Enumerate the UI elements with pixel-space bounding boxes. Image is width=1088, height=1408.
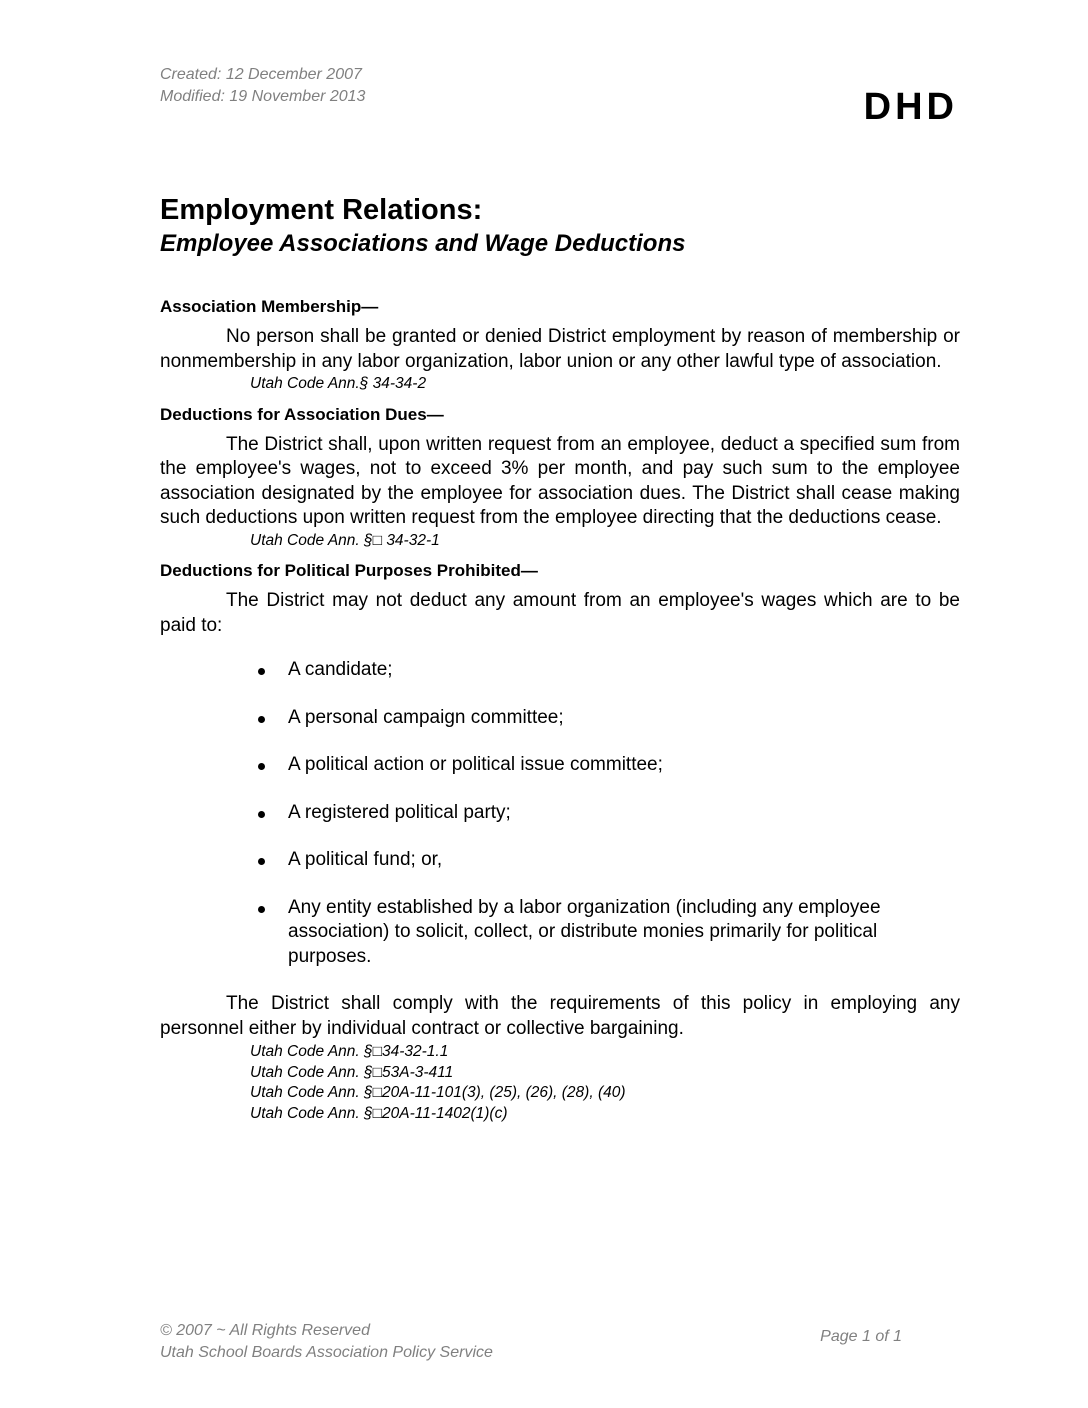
section-heading: Association Membership— — [160, 297, 379, 316]
footer-copyright — [160, 1320, 493, 1364]
list-item — [160, 706, 960, 731]
list-item-text: A political fund; or, — [288, 849, 443, 870]
document-body — [160, 295, 960, 1124]
service-text: Utah School Boards Association Policy Service — [160, 1344, 493, 1361]
list-item-text: A personal campaign committee; — [288, 706, 564, 728]
citation: Utah Code Ann.§ 34-34-2 — [250, 375, 427, 392]
bullet-icon — [258, 906, 265, 913]
section-heading: Deductions for Political Purposes Prohibited— — [160, 561, 538, 580]
list-item-text: A political action or political issue committee; — [288, 754, 663, 775]
citation: Utah Code Ann. §□53A-3-411 — [250, 1063, 454, 1081]
document-meta — [160, 64, 365, 108]
section-membership — [160, 295, 960, 395]
modified-date: Modified: 19 November 2013 — [160, 88, 366, 105]
citation-list — [250, 1042, 960, 1124]
title-main: Employment Relations: — [160, 194, 483, 226]
list-item — [160, 848, 960, 873]
list-item — [160, 801, 960, 826]
title-sub: Employee Associations and Wage Deductions — [160, 230, 686, 257]
citation: Utah Code Ann. §□20A-11-101(3), (25), (26), (28), (40) — [250, 1084, 626, 1101]
bullet-icon — [258, 668, 265, 675]
page-number: Page 1 of 1 — [820, 1328, 902, 1345]
created-date: Created: 12 December 2007 — [160, 66, 362, 83]
section-dues — [160, 403, 960, 552]
list-item-text: A registered political party; — [288, 801, 511, 823]
section-paragraph: The District shall, upon written request from an employee, deduct a specified sum from the employee's wages, not to exceed 3% per month, and pay such sum to the employee association designated by the employee for association dues. The District shall cease making such deductions upon written request from the employee directing that the deductions cease. — [160, 433, 960, 528]
section-political — [160, 559, 960, 1124]
list-item — [160, 658, 960, 683]
citation: Utah Code Ann. §□20A-11-1402(1)(c) — [250, 1104, 508, 1122]
bullet-icon — [258, 716, 265, 723]
list-item-text: A candidate; — [288, 659, 393, 680]
citation: Utah Code Ann. §□34-32-1.1 — [250, 1043, 449, 1060]
citation: Utah Code Ann. §□ 34-32-1 — [250, 531, 440, 549]
list-item — [160, 896, 960, 970]
bullet-icon — [258, 763, 265, 770]
document-title — [160, 192, 980, 260]
list-item-text: Any entity established by a labor organization (including any employee association) to solicit, collect, or distribute monies primarily for political purposes. — [288, 896, 881, 967]
policy-code: DHD — [863, 86, 958, 128]
closing-paragraph: The District shall comply with the requirements of this policy in employing any personnel either by individual contract or collective bargaining. — [160, 993, 960, 1039]
list-item — [160, 753, 960, 778]
bullet-icon — [258, 811, 265, 818]
bullet-icon — [258, 858, 265, 865]
copyright-text: © 2007 ~ All Rights Reserved — [160, 1322, 370, 1339]
prohibited-list — [160, 658, 960, 969]
section-paragraph: The District may not deduct any amount from an employee's wages which are to be paid to: — [160, 590, 960, 636]
section-paragraph: No person shall be granted or denied District employment by reason of membership or nonmembership in any labor organization, labor union or any other lawful type of association. — [160, 326, 960, 372]
section-heading: Deductions for Association Dues— — [160, 404, 444, 424]
